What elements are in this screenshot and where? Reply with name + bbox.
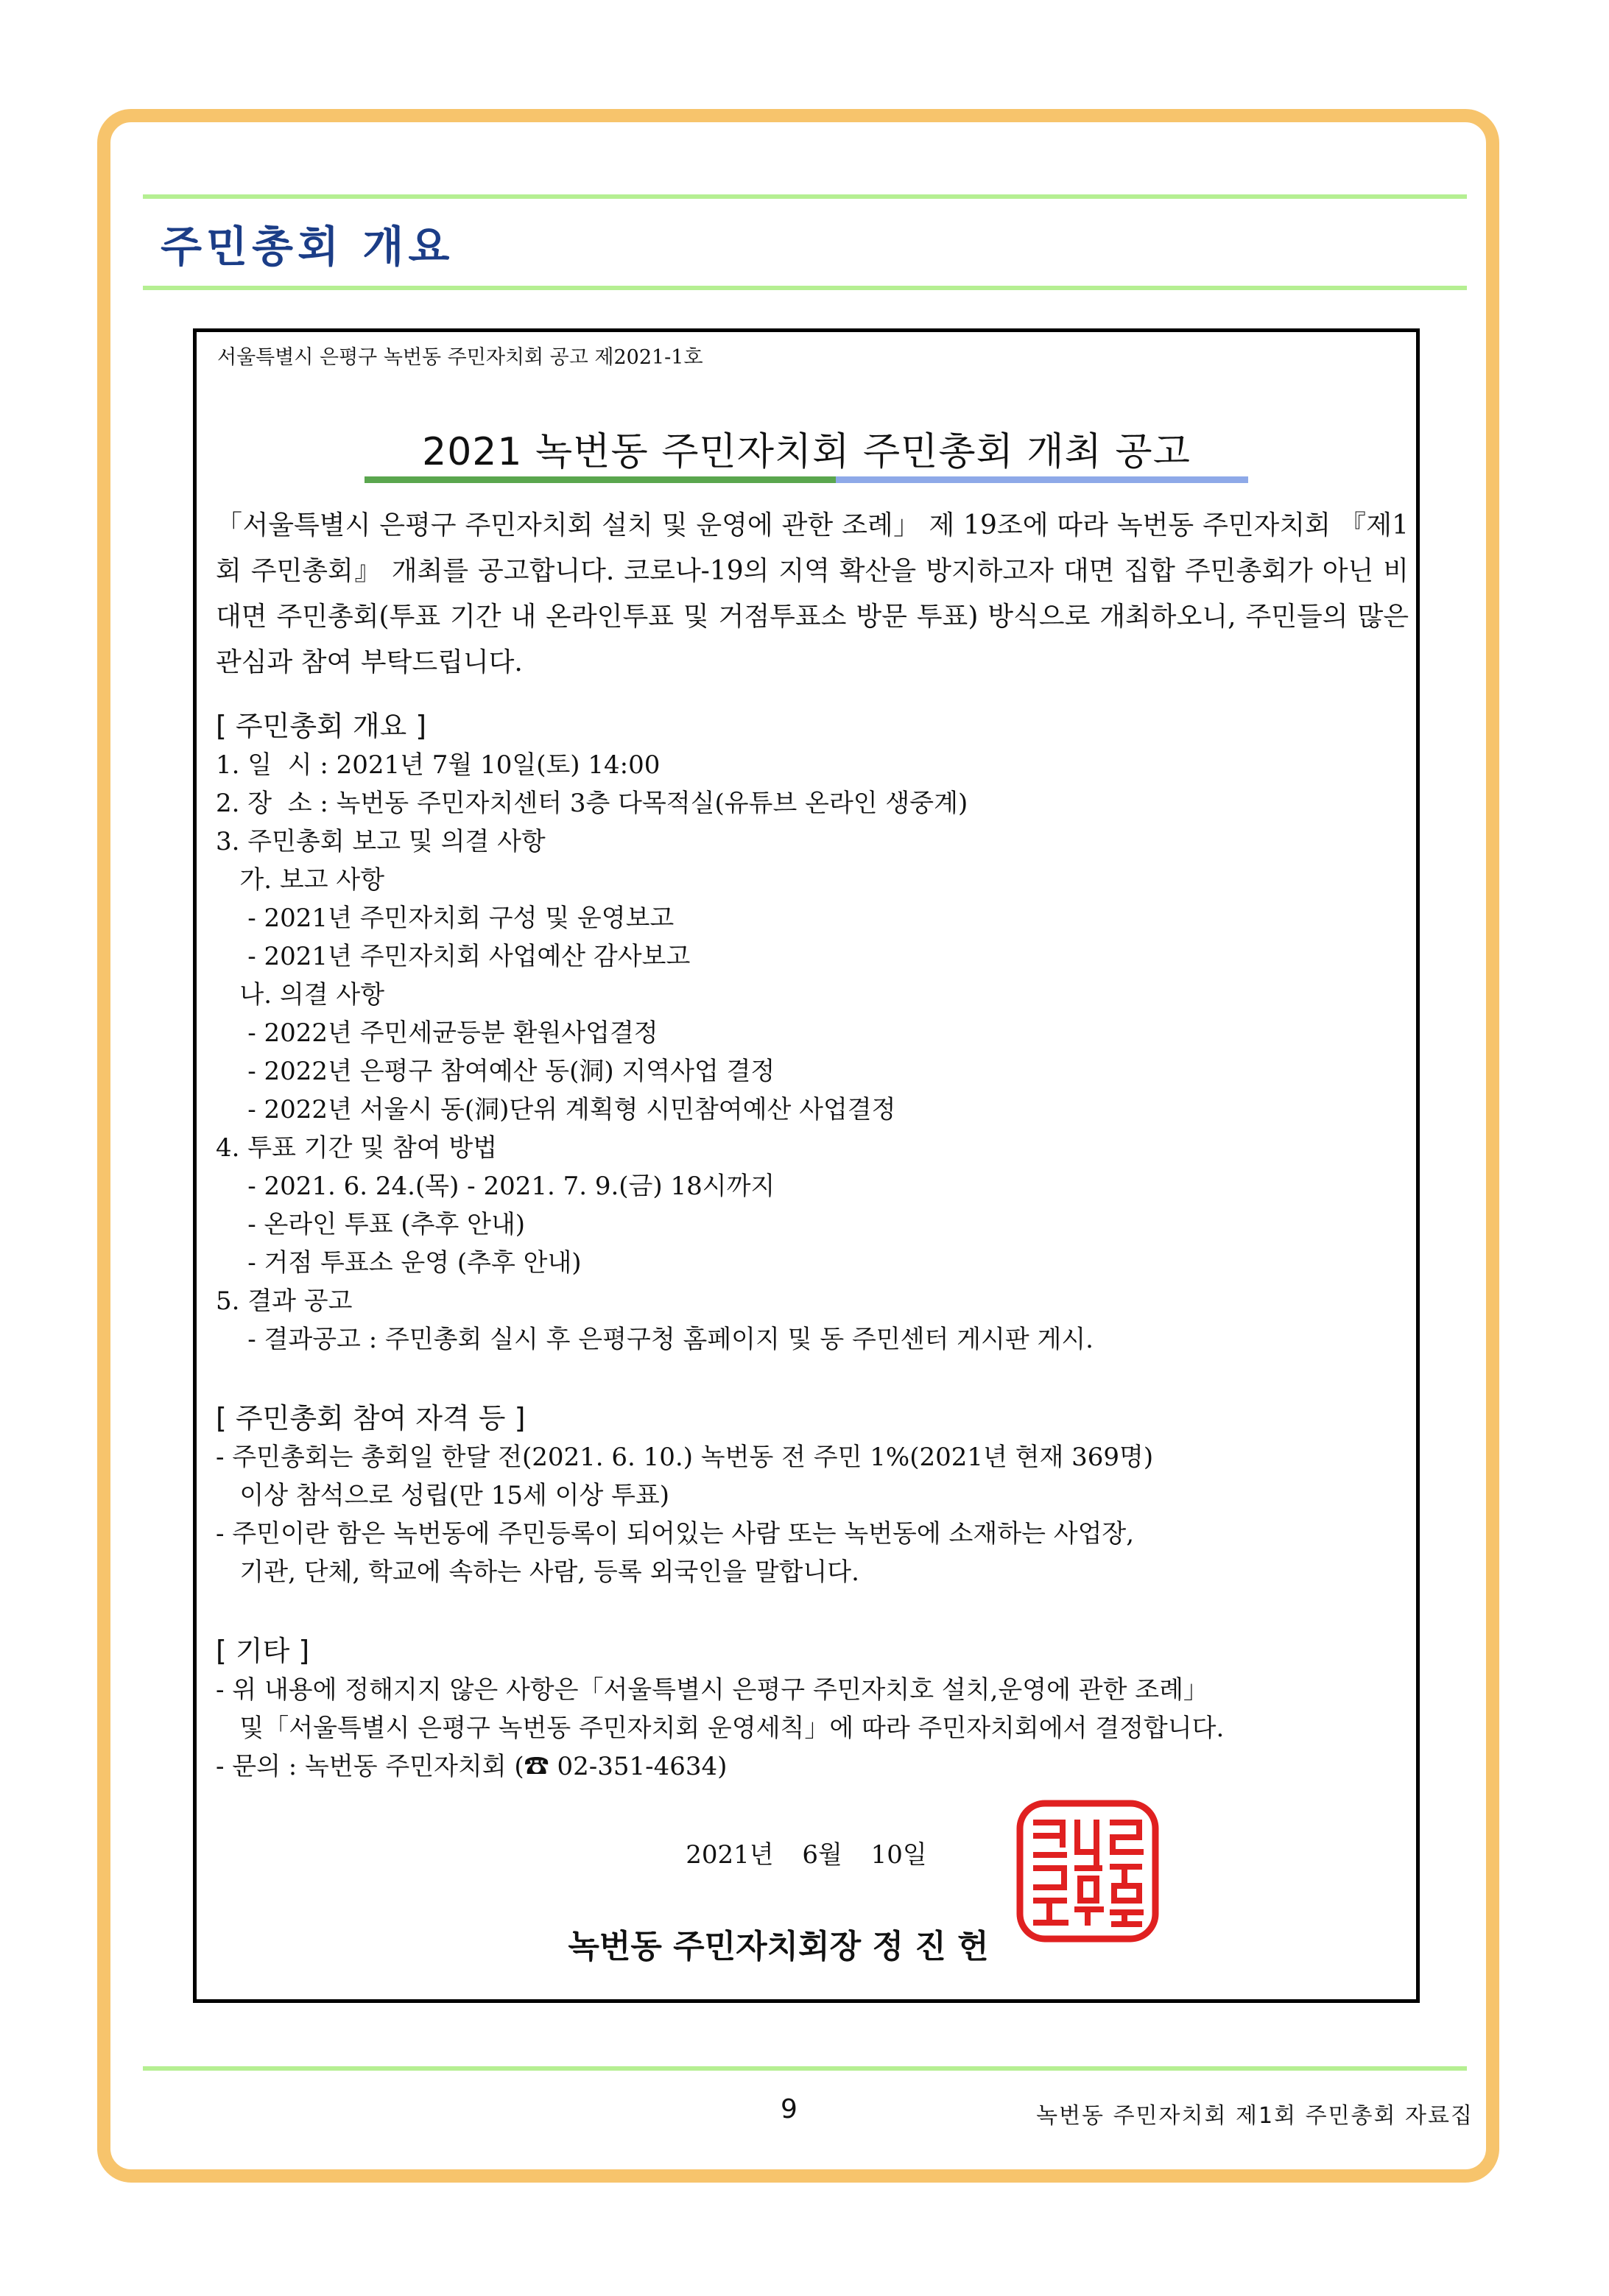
overview-line: - 온라인 투표 (추후 안내) <box>216 1210 526 1239</box>
top-rule <box>143 194 1467 199</box>
overview-line: 4. 투표 기간 및 참여 방법 <box>216 1133 498 1163</box>
eligibility-line: - 주민이란 함은 녹번동에 주민등록이 되어있는 사람 또는 녹번동에 소재하는 사업장, <box>216 1519 1135 1549</box>
signer-line: 녹번동 주민자치회장 정 진 헌 <box>568 1928 989 1965</box>
notice-box <box>193 328 1420 2003</box>
overview-heading: [ 주민총회 개요 ] <box>216 710 427 742</box>
overview-list <box>216 746 1409 1359</box>
overview-line: - 결과공고 : 주민총회 실시 후 은평구청 홈페이지 및 동 주민센터 게시판 게시. <box>216 1325 1094 1354</box>
overview-line: 나. 의결 사항 <box>216 980 385 1010</box>
overview-line: 1. 일 시 : 2021년 7월 10일(토) 14:00 <box>216 750 661 780</box>
etc-line: 및「서울특별시 은평구 녹번동 주민자치회 운영세칙」에 따라 주민자치회에서 결정합니다. <box>216 1714 1225 1743</box>
title-underline-green <box>365 476 836 483</box>
overview-line: 3. 주민총회 보고 및 의결 사항 <box>216 827 546 856</box>
notice-date: 2021년 6월 10일 <box>686 1840 927 1870</box>
page-number: 9 <box>781 2094 798 2124</box>
intro-paragraph: 「서울특별시 은평구 주민자치회 설치 및 운영에 관한 조례」 제 19조에 따라 녹번동 주민자치회 『제1회 주민총회』 개최를 공고합니다. 코로나-19의 지역 확산을 방지하고자 대면 집합 주민총회가 아닌 비대면 주민총회(투표 기간 내 온라인투표 및 거점투표소 방문 투표) 방식으로 개최하오니, 주민들의 많은 관심과 참여 부탁드립니다. <box>216 510 1409 677</box>
etc-list <box>216 1671 1409 1786</box>
overview-line: - 2021. 6. 24.(목) - 2021. 7. 9.(금) 18시까지 <box>216 1172 775 1201</box>
etc-line: - 위 내용에 정해지지 않은 사항은「서울특별시 은평구 주민자치호 설치,운영에 관한 조례」 <box>216 1675 1208 1705</box>
overview-line: - 2022년 서울시 동(洞)단위 계획형 시민참여예산 사업결정 <box>216 1095 896 1124</box>
eligibility-heading: [ 주민총회 참여 자격 등 ] <box>216 1402 526 1434</box>
notice-content <box>216 706 1409 1786</box>
overview-line: 2. 장 소 : 녹번동 주민자치센터 3층 다목적실(유튜브 온라인 생중계) <box>216 789 968 818</box>
eligibility-line: - 주민총회는 총회일 한달 전(2021. 6. 10.) 녹번동 전 주민 1%(2021년 현재 369명) <box>216 1443 1154 1472</box>
overview-line: - 2021년 주민자치회 사업예산 감사보고 <box>216 942 691 971</box>
bottom-rule <box>143 2066 1467 2071</box>
overview-line: - 2022년 주민세균등분 환원사업결정 <box>216 1018 658 1048</box>
overview-line: 가. 보고 사항 <box>216 865 385 895</box>
etc-line: - 문의 : 녹번동 주민자치회 (☎ 02-351-4634) <box>216 1752 728 1781</box>
eligibility-line: 이상 참석으로 성립(만 15세 이상 투표) <box>216 1481 670 1510</box>
overview-line: - 2021년 주민자치회 구성 및 운영보고 <box>216 904 675 933</box>
notice-number: 서울특별시 은평구 녹번동 주민자치회 공고 제2021-1호 <box>217 346 703 369</box>
eligibility-line: 기관, 단체, 학교에 속하는 사람, 등록 외국인을 말합니다. <box>216 1557 859 1587</box>
notice-title: 2021 녹번동 주민자치회 주민총회 개최 공고 <box>422 430 1191 474</box>
overview-line: 5. 결과 공고 <box>216 1286 353 1316</box>
overview-line: - 2022년 은평구 참여예산 동(洞) 지역사업 결정 <box>216 1057 775 1086</box>
section-rule <box>143 286 1467 290</box>
title-underline-blue <box>836 476 1248 483</box>
footer-doc-title: 녹번동 주민자치회 제1회 주민총회 자료집 <box>1036 2103 1474 2129</box>
eligibility-list <box>216 1438 1409 1591</box>
etc-heading: [ 기타 ] <box>216 1635 310 1667</box>
official-seal-stamp <box>1014 1797 1161 1945</box>
section-title: 주민총회 개요 <box>161 222 454 272</box>
overview-line: - 거점 투표소 운영 (추후 안내) <box>216 1248 582 1278</box>
